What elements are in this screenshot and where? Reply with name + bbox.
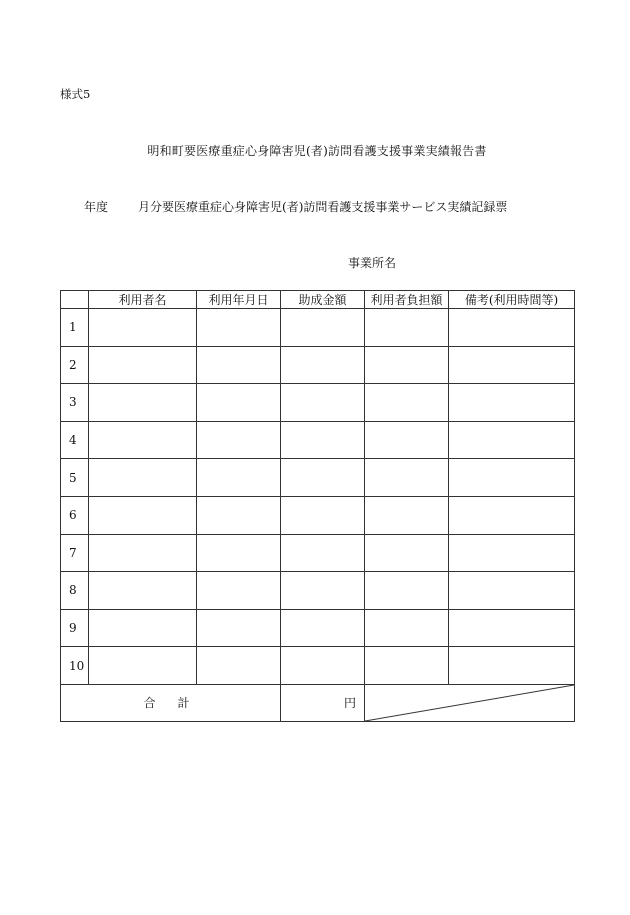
diagonal-blank-cell [365, 684, 575, 721]
row-number: 7 [61, 534, 89, 572]
header-user-burden: 利用者負担額 [365, 291, 449, 309]
usage-date-cell[interactable] [197, 384, 281, 422]
subsidy-amount-cell[interactable] [281, 647, 365, 685]
yen-unit: 円 [343, 696, 356, 711]
subsidy-amount-cell[interactable] [281, 346, 365, 384]
table-row [61, 496, 575, 534]
remarks-cell[interactable] [449, 309, 575, 347]
table-row [61, 421, 575, 459]
user-burden-cell[interactable] [365, 384, 449, 422]
header-subsidy-amount: 助成金額 [281, 291, 365, 309]
remarks-cell[interactable] [449, 459, 575, 497]
table-row [61, 572, 575, 610]
user-name-cell[interactable] [89, 609, 197, 647]
row-number: 5 [61, 459, 89, 497]
user-burden-cell[interactable] [365, 534, 449, 572]
user-name-cell[interactable] [89, 647, 197, 685]
user-name-cell[interactable] [89, 572, 197, 610]
usage-date-cell[interactable] [197, 647, 281, 685]
subsidy-amount-cell[interactable] [281, 572, 365, 610]
user-name-cell[interactable] [89, 496, 197, 534]
subsidy-amount-cell[interactable] [281, 534, 365, 572]
subsidy-amount-cell[interactable] [281, 309, 365, 347]
form-label: 様式5 [60, 87, 91, 101]
usage-date-cell[interactable] [197, 346, 281, 384]
record-table [60, 290, 575, 722]
row-number: 3 [61, 384, 89, 422]
remarks-cell[interactable] [449, 647, 575, 685]
user-name-cell[interactable] [89, 309, 197, 347]
total-amount-cell[interactable] [281, 684, 365, 721]
header-user-name: 利用者名 [89, 291, 197, 309]
user-burden-cell[interactable] [365, 647, 449, 685]
user-name-cell[interactable] [89, 459, 197, 497]
usage-date-cell[interactable] [197, 496, 281, 534]
subtitle-text: 月分要医療重症心身障害児(者)訪問看護支援事業サービス実績記録票 [138, 200, 508, 214]
header-usage-date: 利用年月日 [197, 291, 281, 309]
user-name-cell[interactable] [89, 534, 197, 572]
table-row [61, 384, 575, 422]
subsidy-amount-cell[interactable] [281, 459, 365, 497]
table-row [61, 346, 575, 384]
total-label: 合計 [61, 684, 281, 721]
subsidy-amount-cell[interactable] [281, 496, 365, 534]
table-row [61, 534, 575, 572]
user-burden-cell[interactable] [365, 572, 449, 610]
user-burden-cell[interactable] [365, 421, 449, 459]
subtitle-row [84, 198, 507, 215]
user-burden-cell[interactable] [365, 309, 449, 347]
usage-date-cell[interactable] [197, 421, 281, 459]
remarks-cell[interactable] [449, 534, 575, 572]
user-name-cell[interactable] [89, 346, 197, 384]
subsidy-amount-cell[interactable] [281, 609, 365, 647]
remarks-cell[interactable] [449, 421, 575, 459]
user-burden-cell[interactable] [365, 496, 449, 534]
table-row [61, 309, 575, 347]
remarks-cell[interactable] [449, 346, 575, 384]
table-row [61, 647, 575, 685]
usage-date-cell[interactable] [197, 309, 281, 347]
subsidy-amount-cell[interactable] [281, 384, 365, 422]
row-number: 4 [61, 421, 89, 459]
row-number: 10 [61, 647, 89, 685]
document-title: 明和町要医療重症心身障害児(者)訪問看護支援事業実績報告書 [147, 144, 487, 158]
user-name-cell[interactable] [89, 421, 197, 459]
remarks-cell[interactable] [449, 609, 575, 647]
header-remarks: 備考(利用時間等) [449, 291, 575, 309]
subsidy-amount-cell[interactable] [281, 421, 365, 459]
user-name-cell[interactable] [89, 384, 197, 422]
total-row [61, 684, 575, 721]
user-burden-cell[interactable] [365, 609, 449, 647]
usage-date-cell[interactable] [197, 609, 281, 647]
year-suffix: 年度 [84, 200, 109, 214]
row-number: 1 [61, 309, 89, 347]
diagonal-strike-line [365, 685, 574, 721]
row-number: 6 [61, 496, 89, 534]
row-number: 8 [61, 572, 89, 610]
remarks-cell[interactable] [449, 572, 575, 610]
row-number: 2 [61, 346, 89, 384]
table-row [61, 609, 575, 647]
row-number: 9 [61, 609, 89, 647]
user-burden-cell[interactable] [365, 459, 449, 497]
office-name-label: 事業所名 [348, 256, 397, 270]
table-header-row [61, 291, 575, 309]
remarks-cell[interactable] [449, 496, 575, 534]
header-number [61, 291, 89, 309]
table-row [61, 459, 575, 497]
usage-date-cell[interactable] [197, 572, 281, 610]
usage-date-cell[interactable] [197, 459, 281, 497]
user-burden-cell[interactable] [365, 346, 449, 384]
usage-date-cell[interactable] [197, 534, 281, 572]
remarks-cell[interactable] [449, 384, 575, 422]
